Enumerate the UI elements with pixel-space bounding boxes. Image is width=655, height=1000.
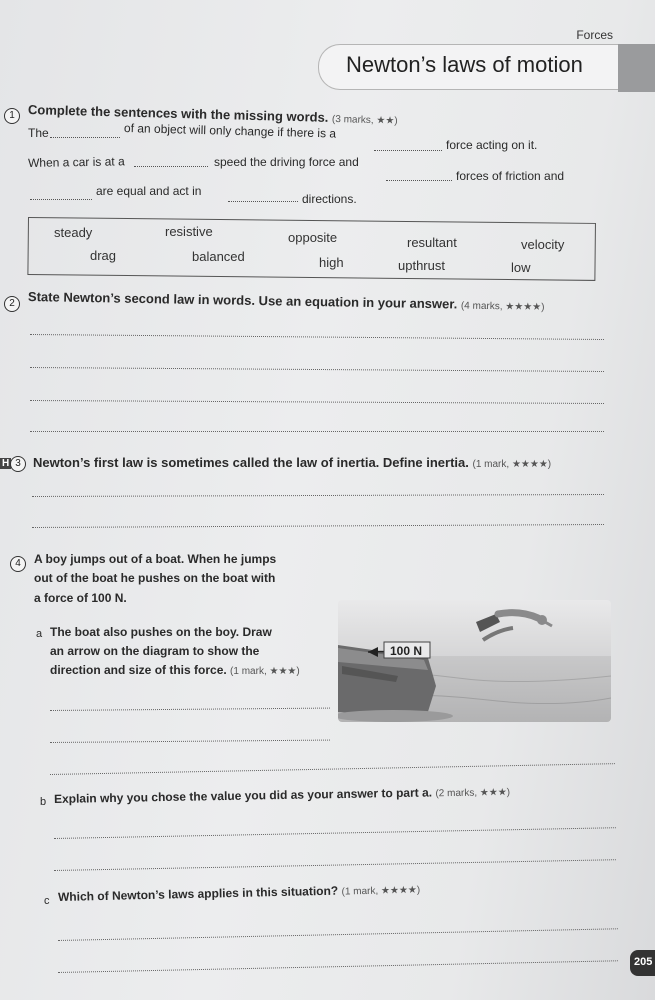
word-high: high: [319, 255, 344, 270]
word-resistive: resistive: [165, 224, 213, 239]
word-low: low: [511, 260, 531, 275]
q4c-label: c: [44, 895, 50, 907]
word-drag: drag: [90, 248, 117, 263]
q1-blank-1[interactable]: [50, 137, 120, 138]
word-resultant: resultant: [407, 235, 457, 250]
q4b-answer-line-1[interactable]: [54, 827, 616, 839]
q1-blank-6[interactable]: [228, 201, 298, 202]
q2-answer-line-3[interactable]: [30, 400, 604, 404]
q1-blank-3[interactable]: [134, 166, 208, 167]
word-velocity: velocity: [521, 237, 565, 252]
question-number-3: 3: [10, 456, 26, 472]
q4c-answer-line-2[interactable]: [58, 960, 618, 973]
question-number-2: 2: [4, 296, 20, 312]
q4b-prompt: Explain why you chose the value you did as your answer to part a. (2 marks, ★★★): [53, 785, 511, 806]
question-number-1: 1: [4, 108, 20, 124]
q1-blank-2[interactable]: [374, 150, 442, 151]
q1-s3-end: directions.: [302, 192, 357, 206]
title-tab: [618, 44, 655, 92]
page-title: Newton’s laws of motion: [346, 52, 583, 77]
q4a-text-2: an arrow on the diagram to show the: [50, 644, 260, 658]
q1-blank-4[interactable]: [386, 180, 452, 181]
force-label: 100 N: [390, 644, 423, 658]
word-balanced: balanced: [192, 249, 245, 264]
q4c-prompt: Which of Newton’s laws applies in this situation? (1 mark, ★★★★): [57, 883, 421, 904]
q4a-answer-line-3[interactable]: [50, 763, 615, 775]
q3-answer-line-1[interactable]: [32, 494, 604, 497]
boat-scene: [338, 600, 611, 722]
section-label: Forces: [576, 28, 613, 42]
q3-answer-line-2[interactable]: [32, 524, 604, 528]
q2-answer-line-4[interactable]: [30, 431, 604, 432]
word-opposite: opposite: [288, 230, 338, 245]
q4-intro-3: a force of 100 N.: [34, 591, 127, 605]
q4a-label: a: [36, 628, 43, 640]
q4a-answer-line-1[interactable]: [50, 708, 330, 711]
question-number-4: 4: [10, 556, 26, 572]
q1-s1-end: force acting on it.: [446, 138, 538, 152]
q4a-text-3: direction and size of this force. (1 mark, ★★★): [50, 663, 300, 677]
q2-prompt: State Newton’s second law in words. Use an equation in your answer. (4 marks, ★★★★): [27, 289, 545, 314]
q4-intro-2: out of the boat he pushes on the boat with: [34, 571, 276, 585]
q1-blank-5[interactable]: [30, 199, 92, 200]
q1-s2-start: When a car is at a: [27, 154, 125, 170]
q1-s2-end: forces of friction and: [456, 169, 565, 183]
q4b-label: b: [40, 796, 47, 808]
boat-illustration: [338, 600, 611, 722]
q1-s2-mid: speed the driving force and: [214, 155, 359, 169]
q2-answer-line-1[interactable]: [30, 334, 604, 340]
q1-s3-mid: are equal and act in: [96, 184, 202, 198]
q4a-answer-line-2[interactable]: [50, 740, 330, 743]
q1-s1-start: The: [28, 126, 49, 140]
q1-prompt: Complete the sentences with the missing words. (3 marks, ★★): [27, 102, 398, 127]
q3-prompt: Newton’s first law is sometimes called the law of inertia. Define inertia. (1 mark, ★★★★): [33, 455, 552, 470]
q4b-answer-line-2[interactable]: [54, 859, 616, 871]
higher-tier-tag: H: [2, 458, 10, 469]
q1-s1-mid: of an object will only change if there is a: [123, 121, 337, 141]
word-steady: steady: [54, 225, 93, 240]
q4-intro-1: A boy jumps out of a boat. When he jumps: [34, 552, 277, 566]
q4c-answer-line-1[interactable]: [58, 928, 618, 941]
word-upthrust: upthrust: [398, 258, 445, 273]
q2-answer-line-2[interactable]: [30, 367, 604, 372]
page-number: 205: [634, 956, 653, 968]
q4a-text-1: The boat also pushes on the boy. Draw: [50, 625, 272, 639]
